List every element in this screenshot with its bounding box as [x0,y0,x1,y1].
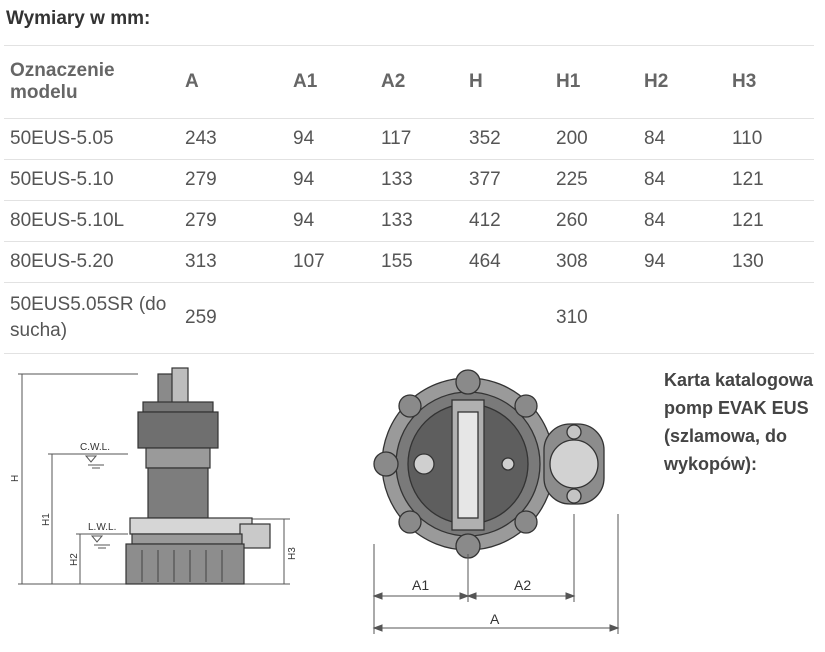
pump-top-view-drawing [364,364,634,639]
cell-a1: 107 [287,242,375,283]
a-label: A [490,611,500,627]
cell-a2: 155 [375,242,463,283]
cell-a: 279 [179,201,287,242]
cell-h: 412 [463,201,550,242]
cell-h3: 121 [726,201,814,242]
cell-a: 259 [179,283,287,354]
pump-side-view-drawing [8,364,308,594]
a1-label: A1 [412,577,430,593]
cell-h2: 94 [638,242,726,283]
cell-h1: 310 [550,283,638,354]
h3-label: H3 [287,547,298,560]
header-a2: A2 [375,46,463,119]
cell-h: 377 [463,160,550,201]
cell-h2: 84 [638,201,726,242]
cell-h3: 121 [726,160,814,201]
header-h1: H1 [550,46,638,119]
header-h: H [463,46,550,119]
cell-h: 352 [463,119,550,160]
cell-model: 80EUS-5.20 [4,242,179,283]
cell-model: 50EUS-5.05 [4,119,179,160]
cell-model: 50EUS-5.10 [4,160,179,201]
cell-a: 243 [179,119,287,160]
dimensions-heading: Wymiary w mm: [6,8,151,29]
cell-a: 279 [179,160,287,201]
cell-h1: 308 [550,242,638,283]
cell-a1: 94 [287,201,375,242]
cell-h3: 110 [726,119,814,160]
cell-a2: 117 [375,119,463,160]
header-h3: H3 [726,46,814,119]
cell-h1: 260 [550,201,638,242]
cell-a1 [287,283,375,354]
h-label: H [10,474,21,482]
table-row [4,119,814,160]
h2-label: H2 [69,553,80,566]
cell-h2 [638,283,726,354]
header-h2: H2 [638,46,726,119]
h1-label: H1 [41,513,52,526]
cell-a2 [375,283,463,354]
cell-h1: 200 [550,119,638,160]
catalog-card-caption: Karta katalogowa pomp EVAK EUS (szlamowa, do wykopów): [664,370,814,474]
cell-model: 50EUS5.05SR (do sucha) [4,283,179,354]
table-row [4,160,814,201]
header-a: A [179,46,287,119]
cell-a2: 133 [375,160,463,201]
cell-h1: 225 [550,160,638,201]
table-row [4,283,814,354]
cell-a1: 94 [287,119,375,160]
header-model: Oznaczenie modelu [4,46,179,119]
cwl-label: C.W.L. [80,442,111,453]
cell-a: 313 [179,242,287,283]
header-a1: A1 [287,46,375,119]
lwl-label: L.W.L. [88,522,117,533]
table-row [4,201,814,242]
cell-h2: 84 [638,119,726,160]
cell-h2: 84 [638,160,726,201]
cell-a2: 133 [375,201,463,242]
table-row [4,242,814,283]
cell-h [463,283,550,354]
dimensions-table [4,45,814,354]
table-header-row [4,46,814,119]
cell-h3: 130 [726,242,814,283]
cell-h3 [726,283,814,354]
a2-label: A2 [514,577,532,593]
cell-a1: 94 [287,160,375,201]
cell-h: 464 [463,242,550,283]
cell-model: 80EUS-5.10L [4,201,179,242]
